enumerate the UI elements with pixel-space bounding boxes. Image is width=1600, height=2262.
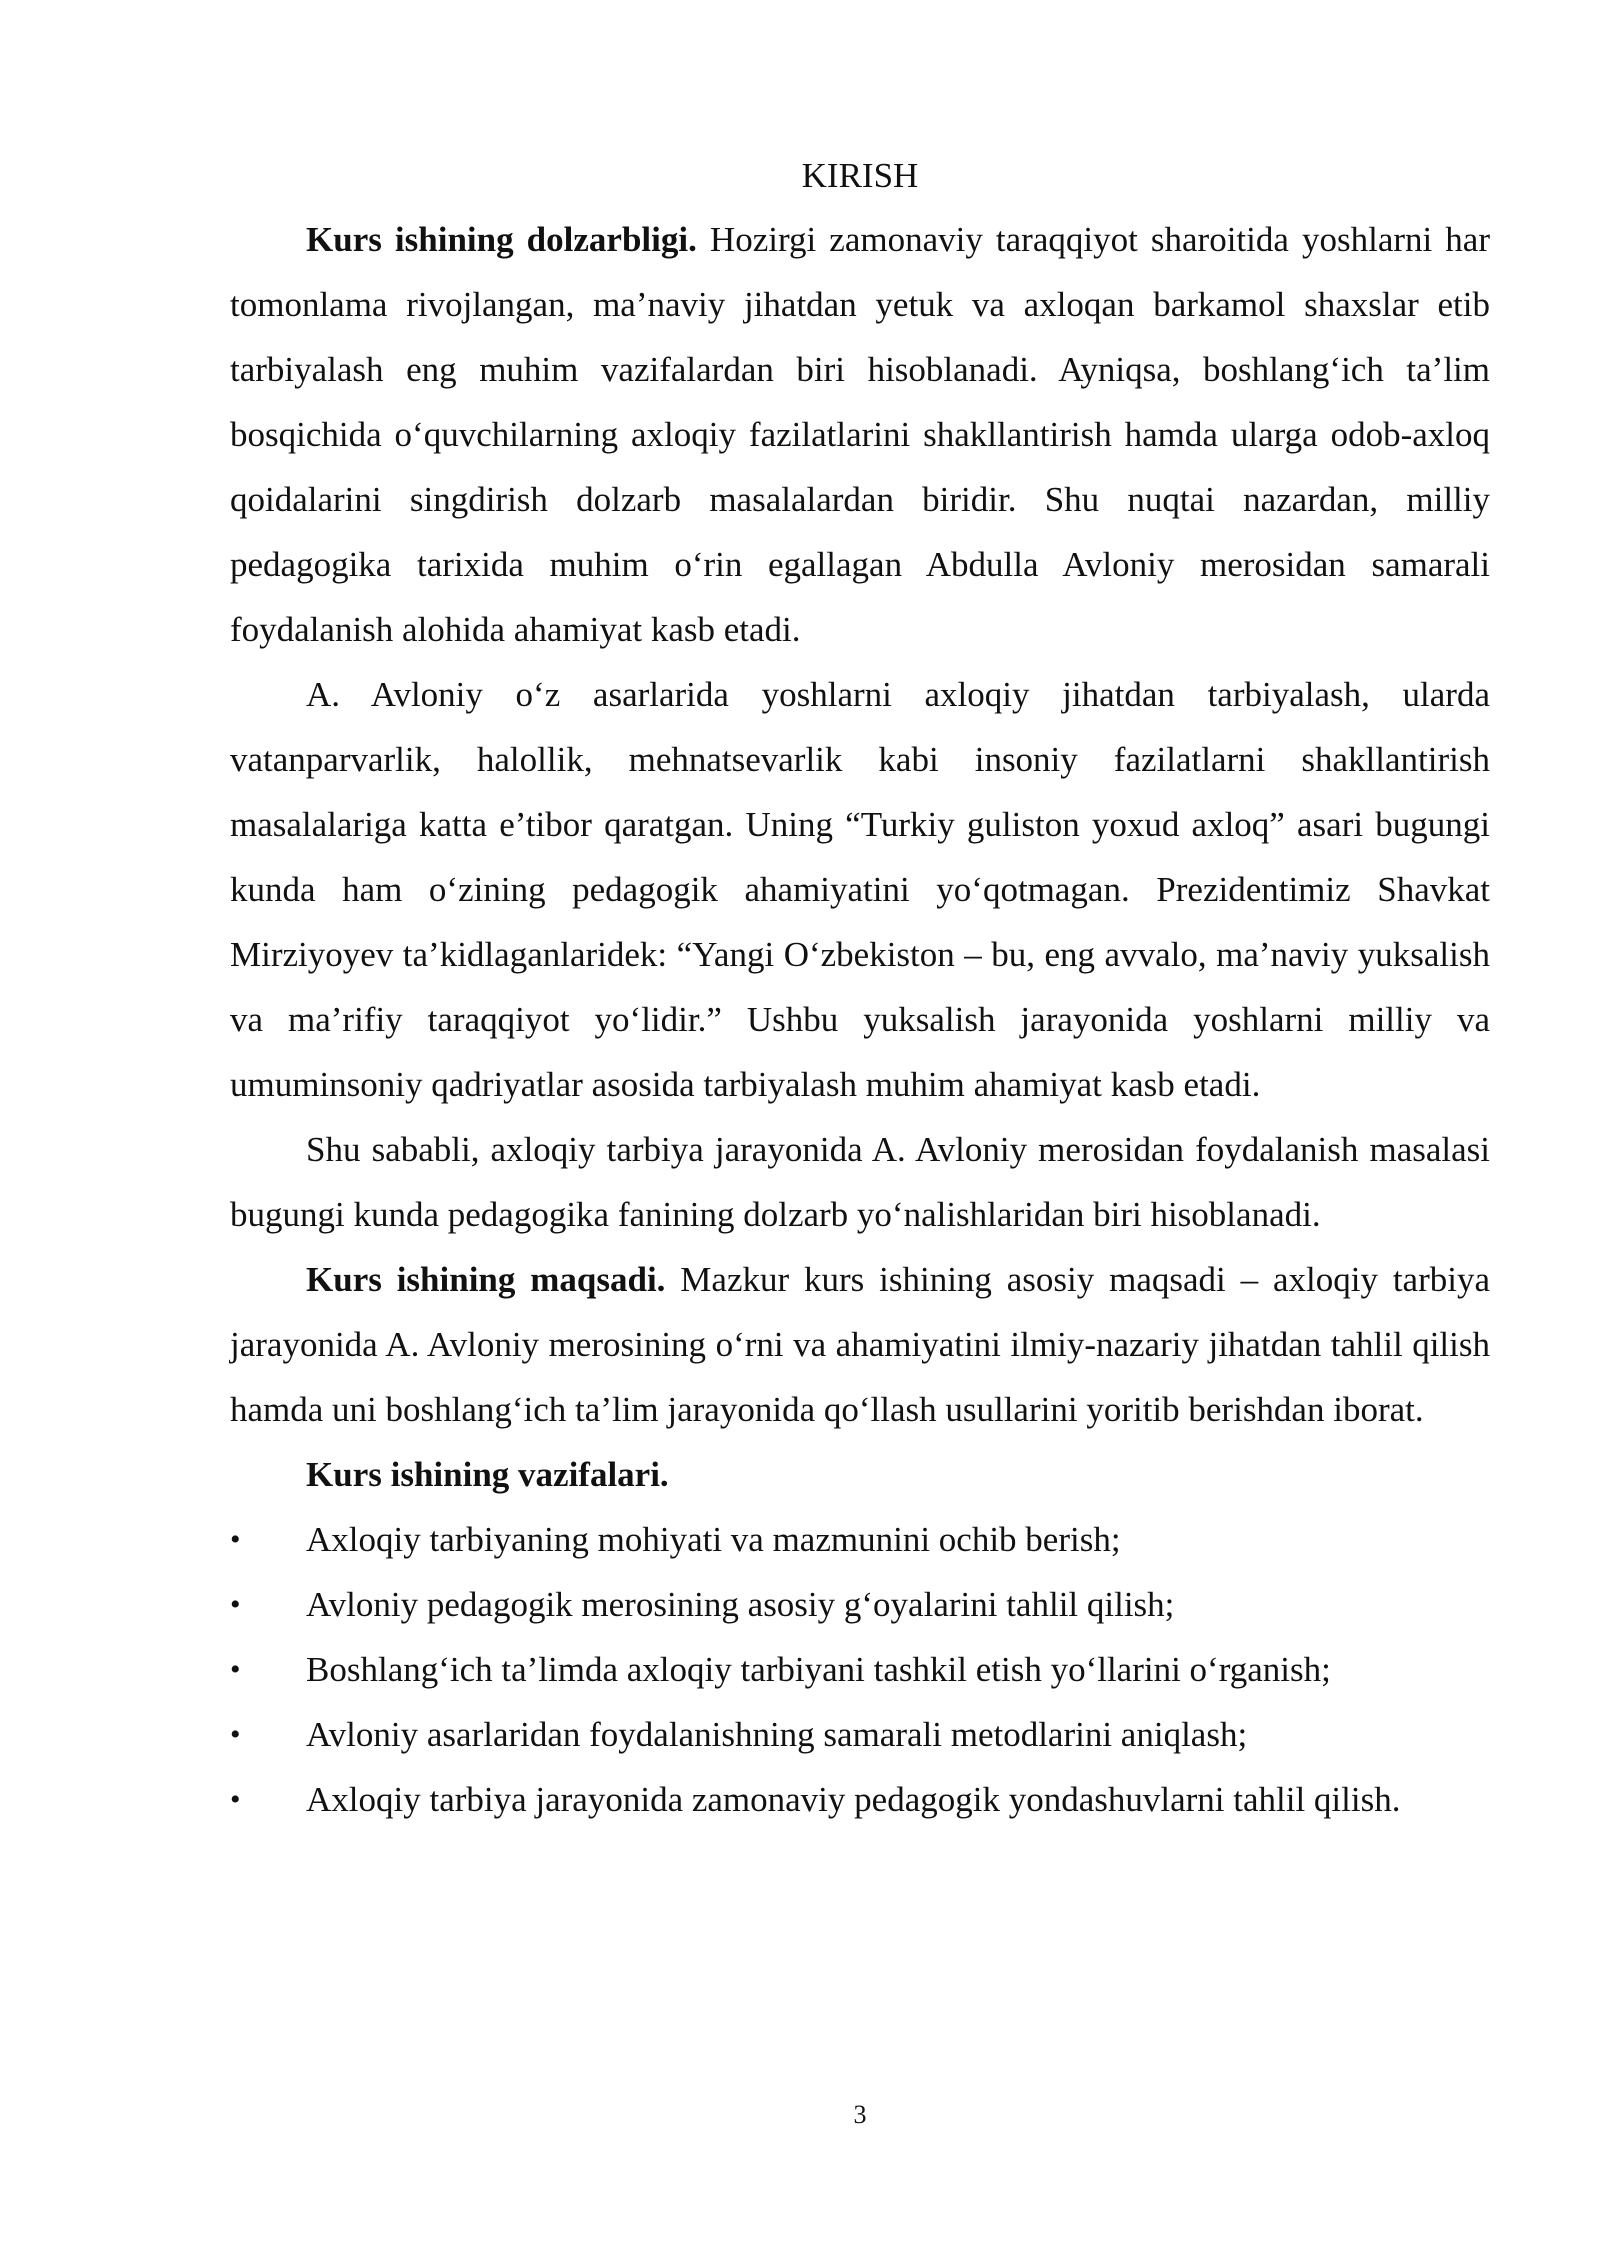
page-title: KIRISH — [801, 156, 919, 195]
list-item — [230, 1767, 1490, 1832]
list-item-text: Avloniy asarlaridan foydalanishning samarali metodlarini aniqlash; — [306, 1715, 1248, 1754]
list-item-text: Boshlang‘ich ta’limda axloqiy tarbiyani tashkil etish yo‘llarini o‘rganish; — [306, 1650, 1331, 1689]
list-item — [230, 1637, 1490, 1702]
bullet-icon: • — [230, 1523, 241, 1556]
list-item-text: Axloqiy tarbiya jarayonida zamonaviy pedagogik yondashuvlarni tahlil qilish. — [306, 1780, 1401, 1819]
paragraph-relevance — [230, 207, 1490, 662]
paragraph-lead: Kurs ishining dolzarbligi. — [306, 220, 697, 259]
list-item-text: Axloqiy tarbiyaning mohiyati va mazmunini ochib berish; — [306, 1520, 1121, 1559]
list-item — [230, 1572, 1490, 1637]
paragraph-reason — [230, 1117, 1490, 1247]
page-number: 3 — [853, 2100, 867, 2129]
paragraph-text: Mazkur kurs ishining asosiy maqsadi – axloqiy tarbiya jarayonida A. Avloniy merosining o‘rni va ahamiyatini ilmiy-nazariy jihatdan tahlil qilish hamda uni boshlang‘ich ta’lim jarayonida qo‘llash usullarini yoritib berishdan iborat. — [230, 1260, 1490, 1429]
list-item-text: Avloniy pedagogik merosining asosiy g‘oyalarini tahlil qilish; — [306, 1585, 1175, 1624]
tasks-list — [230, 1507, 1490, 1832]
tasks-title: Kurs ishining vazifalari. — [306, 1455, 669, 1494]
list-item — [230, 1507, 1490, 1572]
paragraph-avloniy — [230, 662, 1490, 1117]
bullet-icon: • — [230, 1783, 241, 1816]
bullet-icon: • — [230, 1588, 241, 1621]
paragraph-text: Shu sababli, axloqiy tarbiya jarayonida A. Avloniy merosidan foydalanish masalasi bugungi kunda pedagogika fanining dolzarb yo‘nalishlaridan biri hisoblanadi. — [230, 1130, 1490, 1234]
paragraph-goal — [230, 1247, 1490, 1442]
paragraph-text: Hozirgi zamonaviy taraqqiyot sharoitida yoshlarni har tomonlama rivojlangan, ma’naviy jihatdan yetuk va axloqan barkamol shaxslar etib tarbiyalash eng muhim vazifalardan biri hisoblanadi. Ayniqsa, boshlang‘ich ta’lim bosqichida o‘quvchilarning axloqiy fazilatlarini shakllantirish hamda ularga odob-axloq qoidalarini singdirish dolzarb masalalardan biridir. Shu nuqtai nazardan, milliy pedagogika tarixida muhim o‘rin egallagan Abdulla Avloniy merosidan samarali foydalanish alohida ahamiyat kasb etadi. — [230, 220, 1490, 649]
bullet-icon: • — [230, 1718, 241, 1751]
bullet-icon: • — [230, 1653, 241, 1686]
paragraph-text: A. Avloniy o‘z asarlarida yoshlarni axloqiy jihatdan tarbiyalash, ularda vatanparvarlik, halollik, mehnatsevarlik kabi insoniy fazilatlarni shakllantirish masalalariga katta e’tibor qaratgan. Uning “Turkiy guliston yoxud axloq” asari bugungi kunda ham o‘zining pedagogik ahamiyatini yo‘qotmagan. Prezidentimiz Shavkat Mirziyoyev ta’kidlaganlaridek: “Yangi O‘zbekiston – bu, eng avvalo, ma’naviy yuksalish va ma’rifiy taraqqiyot yo‘lidir.” Ushbu yuksalish jarayonida yoshlarni milliy va umuminsoniy qadriyatlar asosida tarbiyalash muhim ahamiyat kasb etadi. — [230, 675, 1490, 1104]
list-item — [230, 1702, 1490, 1767]
paragraph-lead: Kurs ishining maqsadi. — [306, 1260, 666, 1299]
document-page — [230, 145, 1490, 1832]
